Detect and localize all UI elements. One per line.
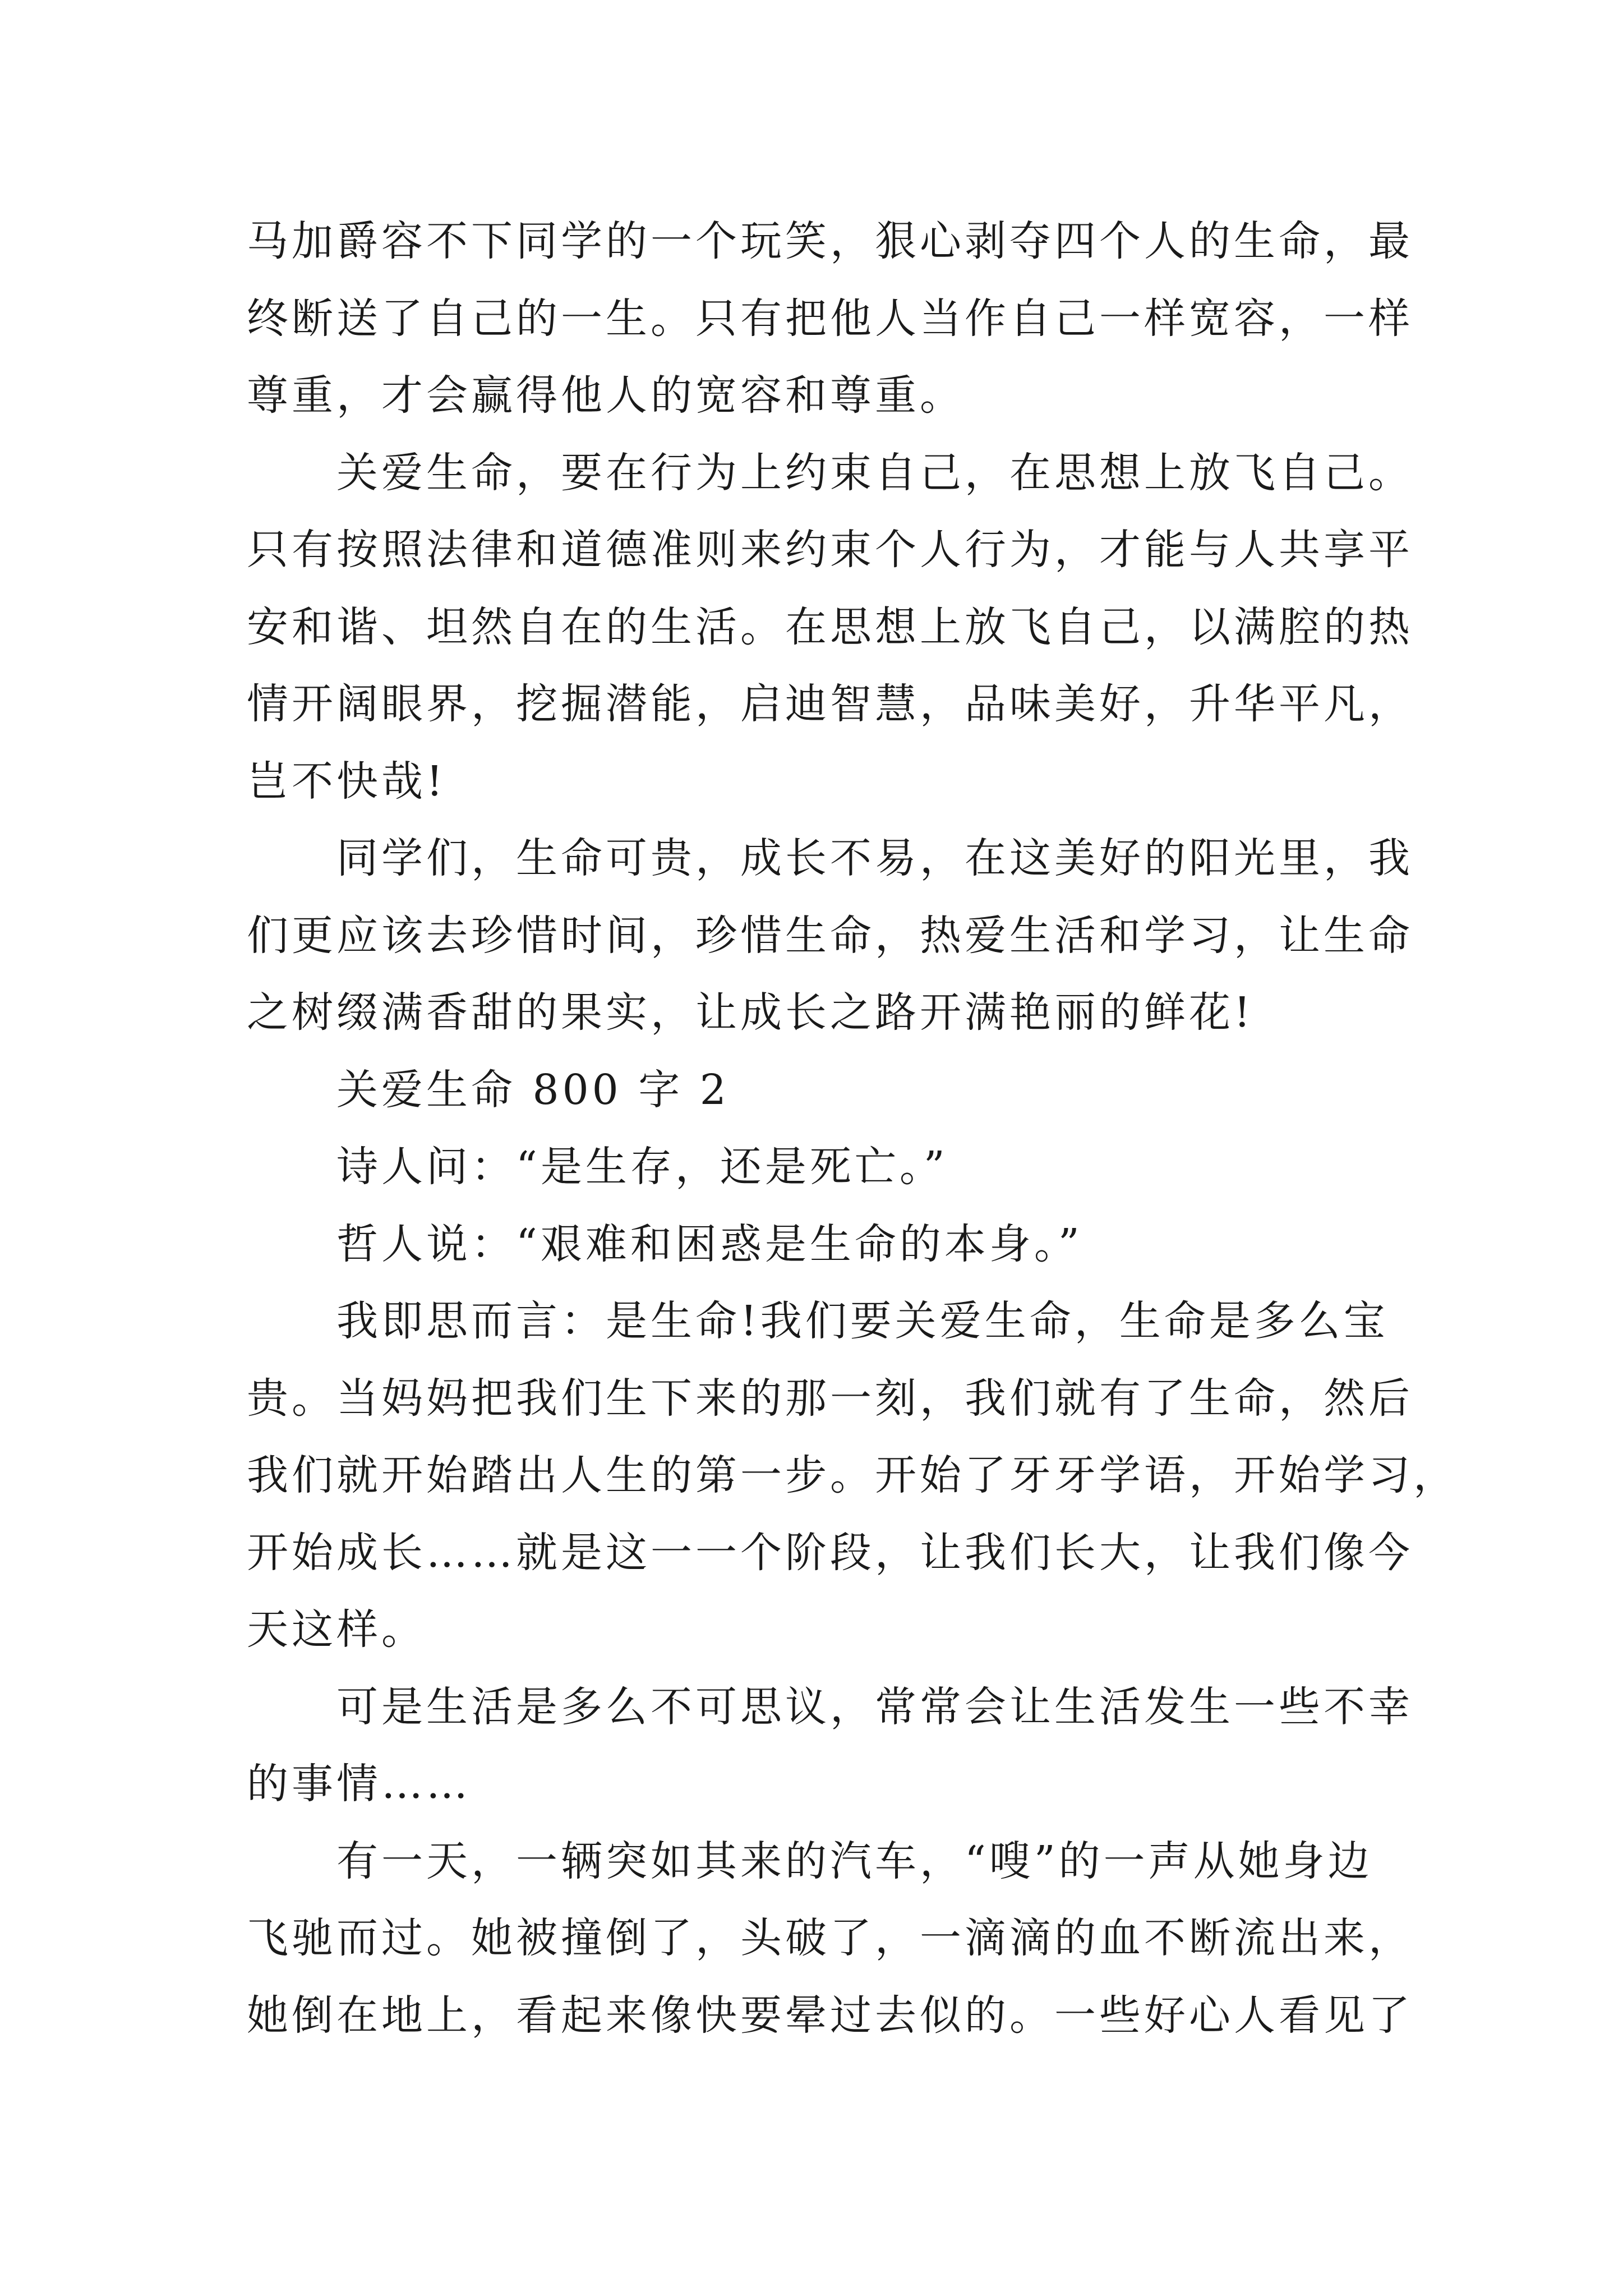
text-line: 尊重，才会赢得他人的宽容和尊重。	[247, 371, 965, 420]
paragraph-start-line: 诗人问：“是生存，还是死亡。”	[336, 1143, 948, 1191]
text-line: 安和谐、坦然自在的生活。在思想上放飞自己，以满腔的热	[247, 602, 1413, 651]
text-line: 只有按照法律和道德准则来约束个人行为，才能与人共享平	[247, 526, 1413, 574]
paragraph-start-line: 哲人说：“艰难和困惑是生命的本身。”	[336, 1220, 1083, 1268]
paragraph-start-line: 可是生活是多么不可思议，常常会让生活发生一些不幸	[336, 1682, 1413, 1731]
text-line: 的事情……	[247, 1760, 471, 1808]
text-line: 情开阔眼界，挖掘潜能，启迪智慧，品味美好，升华平凡，	[247, 680, 1413, 728]
text-line: 她倒在地上，看起来像快要晕过去似的。一些好心人看见了	[247, 1991, 1413, 2040]
text-line: 贵。当妈妈把我们生下来的那一刻，我们就有了生命，然后	[247, 1374, 1413, 1423]
text-line: 天这样。	[247, 1605, 426, 1654]
text-line: 们更应该去珍惜时间，珍惜生命，热爱生活和学习，让生命	[247, 911, 1413, 960]
paragraph-start-line: 有一天，一辆突如其来的汽车，“嗖”的一声从她身边	[336, 1837, 1373, 1885]
text-line: 岂不快哉!	[247, 757, 446, 806]
text-line: 之树缀满香甜的果实，让成长之路开满艳丽的鲜花!	[247, 988, 1254, 1037]
paragraph-start-line: 关爱生命，要在行为上约束自己，在思想上放飞自己。	[336, 448, 1413, 497]
text-line: 马加爵容不下同学的一个玩笑，狠心剥夺四个人的生命，最	[247, 217, 1413, 265]
text-line: 终断送了自己的一生。只有把他人当作自己一样宽容，一样	[247, 294, 1413, 343]
text-line: 飞驰而过。她被撞倒了，头破了，一滴滴的血不断流出来，	[247, 1914, 1413, 1962]
text-line: 开始成长……就是这一一个阶段，让我们长大，让我们像今	[247, 1528, 1413, 1577]
text-line: 我们就开始踏出人生的第一步。开始了牙牙学语，开始学习，	[247, 1451, 1458, 1499]
paragraph-start-line: 我即思而言：是生命!我们要关爱生命，生命是多么宝	[336, 1297, 1389, 1345]
paragraph-start-line: 同学们，生命可贵，成长不易，在这美好的阳光里，我	[336, 834, 1413, 882]
section-heading: 关爱生命 800 字 2	[336, 1065, 730, 1114]
body-text	[247, 203, 1458, 2054]
